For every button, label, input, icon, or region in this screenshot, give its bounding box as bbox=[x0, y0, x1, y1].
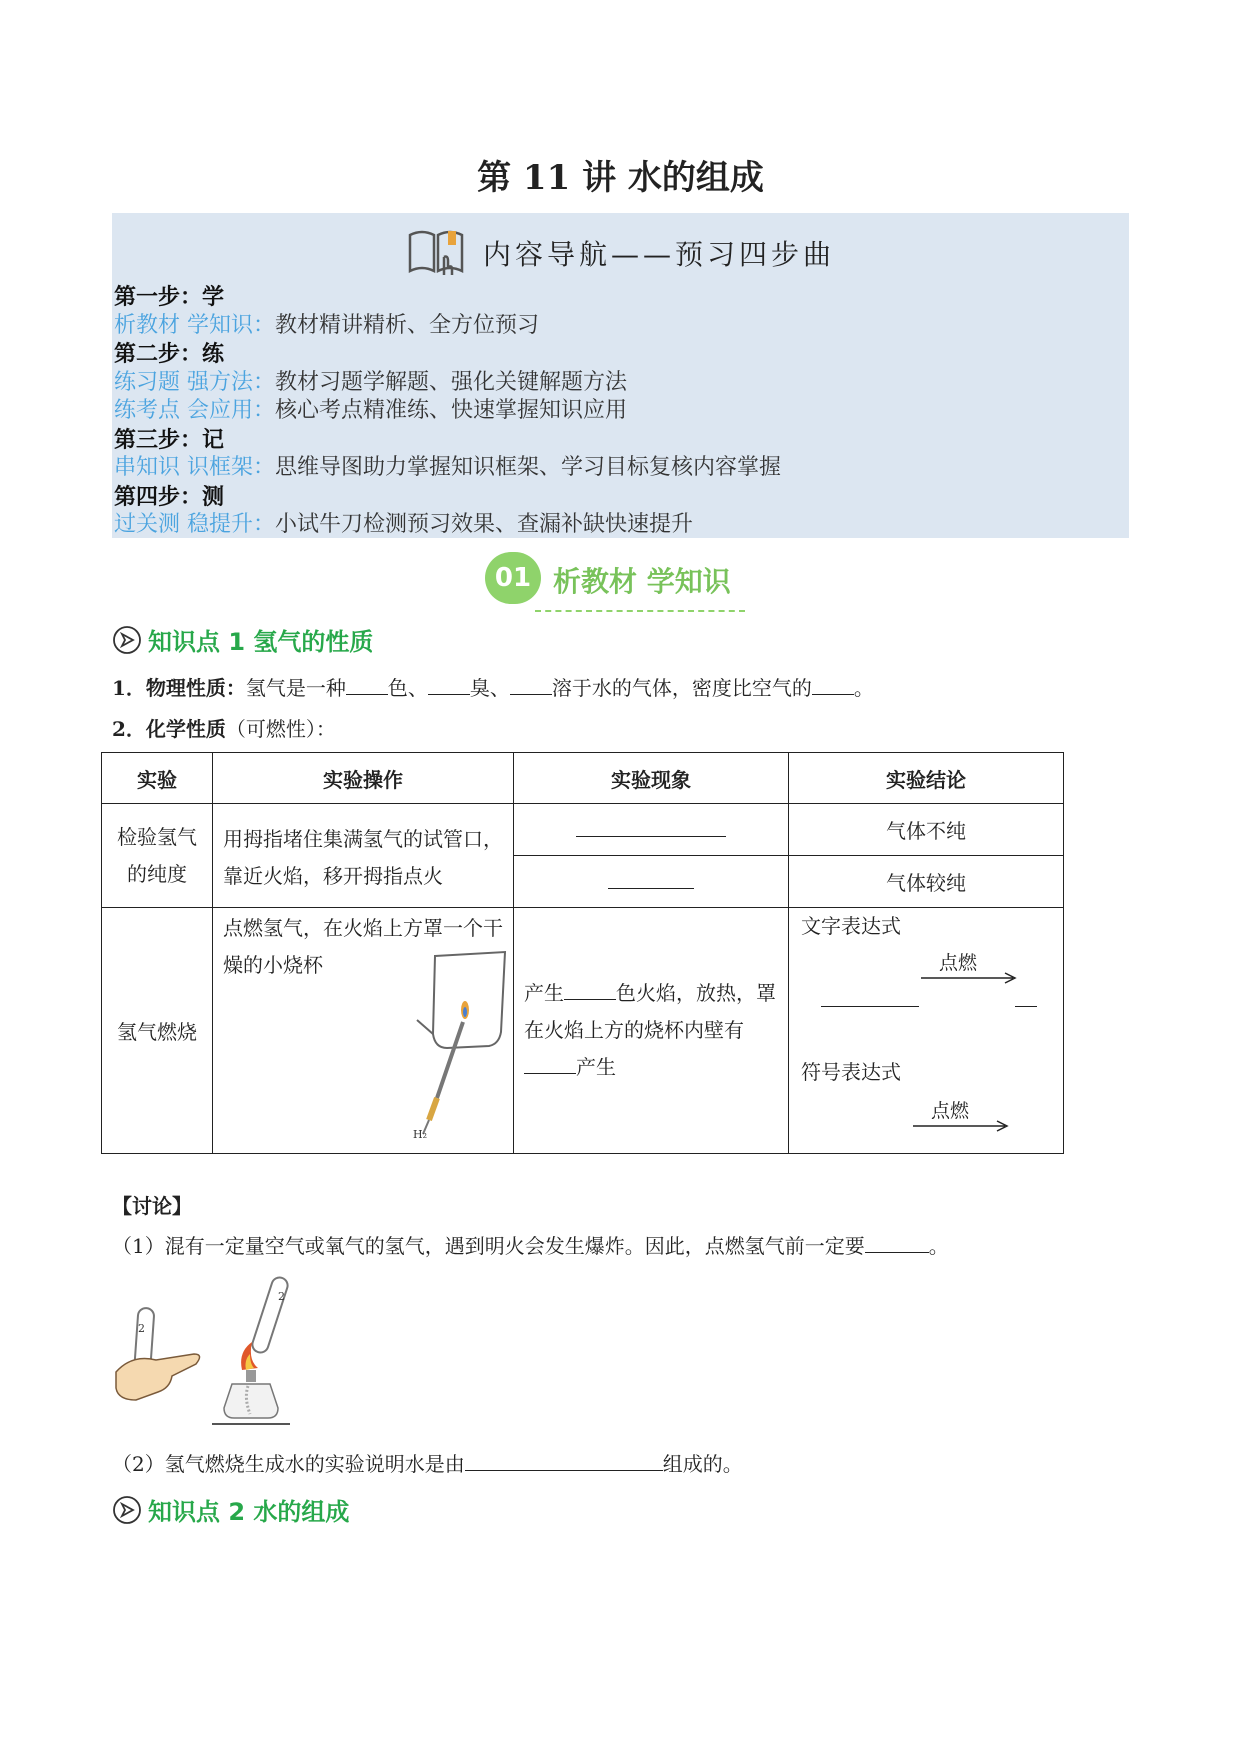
nav-item bbox=[114, 312, 781, 341]
text: 产生 bbox=[576, 1055, 616, 1079]
blank[interactable] bbox=[564, 981, 616, 1000]
book-icon bbox=[406, 227, 466, 286]
section-number: 01 bbox=[485, 552, 541, 604]
nav-item-key: 练习题 强方法： bbox=[114, 369, 275, 395]
h2-label: H₂ bbox=[413, 1128, 428, 1138]
table-header-row bbox=[102, 753, 1064, 804]
header-experiment: 实验 bbox=[102, 753, 213, 804]
nav-heading bbox=[112, 227, 1129, 286]
cell-operation-purity: 用拇指堵住集满氢气的试管口，靠近火焰，移开拇指点火 bbox=[213, 804, 514, 908]
nav-step: 第四步：测 bbox=[114, 483, 225, 510]
reaction-arrow-1 bbox=[921, 972, 1021, 984]
blank[interactable] bbox=[821, 1006, 919, 1007]
tube-label-2: 2 bbox=[278, 1290, 285, 1303]
text: 溶于水的气体，密度比空气的 bbox=[551, 676, 812, 700]
text: 氢气是一种 bbox=[245, 676, 346, 700]
text: （2）氢气燃烧生成水的实验说明水是由 bbox=[112, 1452, 465, 1476]
knowledge-point-1-title: 知识点 1 氢气的性质 bbox=[148, 628, 374, 656]
cell-conclusion-b: 气体较纯 bbox=[789, 856, 1064, 908]
header-phenomenon: 实验现象 bbox=[514, 753, 789, 804]
nav-item-desc: 思维导图助力掌握知识框架、学习目标复核内容掌握 bbox=[275, 455, 782, 480]
discussion-title: 【讨论】 bbox=[112, 1194, 192, 1218]
text: 色、 bbox=[387, 676, 428, 700]
nav-item bbox=[114, 511, 781, 540]
table-row bbox=[102, 908, 1064, 1154]
discussion-q2 bbox=[112, 1448, 743, 1477]
nav-lines bbox=[114, 283, 781, 540]
blank[interactable] bbox=[608, 870, 694, 889]
nav-item bbox=[114, 397, 781, 426]
nav-item bbox=[114, 454, 781, 483]
text: （1）混有一定量空气或氧气的氢气，遇到明火会发生爆炸。因此，点燃氢气前一定要 bbox=[112, 1234, 865, 1258]
header-operation: 实验操作 bbox=[213, 753, 514, 804]
text: 产生 bbox=[524, 981, 564, 1005]
blank[interactable] bbox=[346, 676, 388, 695]
nav-item-key: 过关测 稳提升： bbox=[114, 512, 275, 537]
blank[interactable] bbox=[812, 676, 854, 695]
nav-item-desc: 核心考点精准练、快速掌握知识应用 bbox=[275, 398, 628, 423]
discussion-q1 bbox=[112, 1230, 949, 1259]
physical-properties-label: 1．物理性质： bbox=[112, 676, 246, 700]
section-title: 析教材 学知识 bbox=[553, 565, 731, 598]
text: 。 bbox=[928, 1234, 949, 1258]
physical-properties-line bbox=[112, 672, 874, 701]
nav-item-key: 串知识 识框架： bbox=[114, 455, 275, 480]
header-conclusion: 实验结论 bbox=[789, 753, 1064, 804]
cell-operation-combustion bbox=[213, 908, 514, 1154]
text: 色火焰，放热，罩在火焰上方的烧杯内壁有 bbox=[524, 981, 776, 1042]
knowledge-point-2 bbox=[112, 1492, 349, 1531]
blank[interactable] bbox=[465, 1452, 663, 1471]
cell-experiment-purity: 检验氢气的纯度 bbox=[102, 804, 213, 908]
symbol-expression-label: 符号表达式 bbox=[801, 1060, 901, 1084]
cell-conclusion-a: 气体不纯 bbox=[789, 804, 1064, 856]
beaker-burner-figure bbox=[393, 948, 543, 1138]
cell-conclusion-combustion bbox=[789, 908, 1064, 1154]
page-title: 第 11 讲 水的组成 bbox=[477, 158, 764, 198]
nav-step: 第三步：记 bbox=[114, 426, 225, 453]
blank[interactable] bbox=[1015, 1006, 1037, 1007]
knowledge-point-2-title: 知识点 2 水的组成 bbox=[148, 1498, 350, 1526]
chemical-properties-label: 2．化学性质 bbox=[112, 717, 226, 741]
nav-item-desc: 教材习题学解题、强化关键解题方法 bbox=[275, 369, 628, 395]
section-banner bbox=[485, 552, 765, 608]
operation-combustion-text: 点燃氢气，在火焰上方罩一个干燥的小烧杯 bbox=[223, 916, 503, 977]
reaction-arrow-2 bbox=[913, 1120, 1013, 1132]
nav-step: 第一步：学 bbox=[114, 284, 225, 310]
nav-step: 第二步：练 bbox=[114, 341, 225, 367]
cell-phenomenon-b bbox=[514, 856, 789, 908]
word-expression-label: 文字表达式 bbox=[801, 914, 901, 938]
nav-item-key: 析教材 学知识： bbox=[114, 312, 275, 338]
tube-label-1: 2 bbox=[138, 1322, 145, 1335]
text: 臭、 bbox=[469, 676, 510, 700]
chemical-properties-note: （可燃性）： bbox=[225, 717, 336, 741]
knowledge-point-1 bbox=[112, 622, 373, 661]
chemical-properties-line bbox=[112, 713, 336, 742]
arrow-circle-icon bbox=[112, 1495, 142, 1531]
nav-item-desc: 小试牛刀检测预习效果、查漏补缺快速提升 bbox=[275, 512, 694, 537]
blank[interactable] bbox=[510, 676, 552, 695]
blank[interactable] bbox=[428, 676, 470, 695]
experiment-table bbox=[101, 752, 1064, 1154]
text: 。 bbox=[853, 676, 874, 700]
nav-item-desc: 教材精讲精析、全方位预习 bbox=[275, 312, 540, 338]
cell-phenomenon-combustion bbox=[514, 908, 789, 1154]
text: 组成的。 bbox=[662, 1452, 743, 1476]
nav-item-key: 练考点 会应用： bbox=[114, 398, 275, 423]
arrow-circle-icon bbox=[112, 625, 142, 661]
section-underline bbox=[535, 610, 745, 612]
blank[interactable] bbox=[865, 1234, 929, 1253]
nav-heading-text: 内容导航——预习四步曲 bbox=[482, 238, 835, 271]
purity-test-figure bbox=[112, 1268, 332, 1436]
condition-label-2: 点燃 bbox=[931, 1100, 970, 1122]
cell-phenomenon-a bbox=[514, 804, 789, 856]
nav-item bbox=[114, 369, 781, 398]
condition-label-1: 点燃 bbox=[939, 952, 978, 974]
cell-experiment-combustion: 氢气燃烧 bbox=[102, 908, 213, 1154]
blank[interactable] bbox=[576, 818, 726, 837]
table-row bbox=[102, 804, 1064, 856]
content-nav-box bbox=[112, 213, 1129, 538]
